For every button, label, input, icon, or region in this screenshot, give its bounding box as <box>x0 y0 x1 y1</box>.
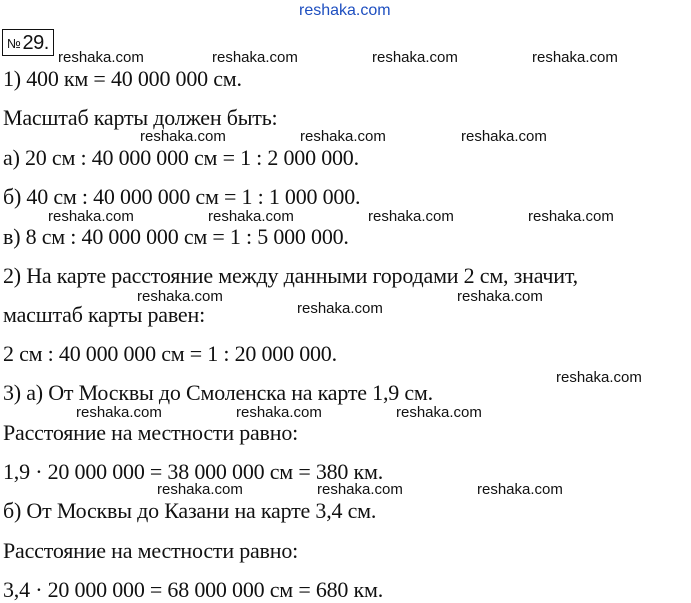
problem-number: 29. <box>22 32 49 54</box>
watermark: reshaka.com <box>317 481 403 498</box>
site-watermark-top[interactable]: reshaka.com <box>299 2 391 19</box>
watermark: reshaka.com <box>300 128 386 145</box>
watermark: reshaka.com <box>58 49 144 66</box>
solution-line-9: 3) а) От Москвы до Смоленска на карте 1,9 см. <box>3 380 433 405</box>
solution-line-2: Масштаб карты должен быть: <box>3 105 278 130</box>
watermark: reshaka.com <box>140 128 226 145</box>
watermark: reshaka.com <box>528 208 614 225</box>
watermark: reshaka.com <box>461 128 547 145</box>
number-sign: № <box>7 36 21 51</box>
solution-line-11: 1,9 · 20 000 000 = 38 000 000 см = 380 км. <box>3 459 384 484</box>
watermark: reshaka.com <box>457 288 543 305</box>
solution-line-1: 1) 400 км = 40 000 000 см. <box>3 66 242 91</box>
solution-line-7: масштаб карты равен: <box>3 302 205 327</box>
watermark: reshaka.com <box>532 49 618 66</box>
solution-line-3: а) 20 см : 40 000 000 см = 1 : 2 000 000. <box>3 145 359 170</box>
solution-line-13: Расстояние на местности равно: <box>3 538 299 563</box>
watermark: reshaka.com <box>396 404 482 421</box>
watermark: reshaka.com <box>236 404 322 421</box>
problem-number-box <box>2 29 54 56</box>
watermark: reshaka.com <box>368 208 454 225</box>
watermark: reshaka.com <box>556 369 642 386</box>
watermark: reshaka.com <box>372 49 458 66</box>
watermark: reshaka.com <box>157 481 243 498</box>
watermark: reshaka.com <box>137 288 223 305</box>
solution-line-14: 3,4 · 20 000 000 = 68 000 000 см = 680 км. <box>3 577 384 602</box>
watermark: reshaka.com <box>48 208 134 225</box>
solution-line-10: Расстояние на местности равно: <box>3 420 299 445</box>
solution-line-5: в) 8 см : 40 000 000 см = 1 : 5 000 000. <box>3 224 349 249</box>
watermark: reshaka.com <box>477 481 563 498</box>
watermark: reshaka.com <box>212 49 298 66</box>
watermark: reshaka.com <box>76 404 162 421</box>
watermark: reshaka.com <box>297 300 383 317</box>
solution-line-6: 2) На карте расстояние между данными городами 2 см, значит, <box>3 263 578 288</box>
solution-line-8: 2 см : 40 000 000 см = 1 : 20 000 000. <box>3 341 337 366</box>
watermark: reshaka.com <box>208 208 294 225</box>
solution-line-4: б) 40 см : 40 000 000 см = 1 : 1 000 000. <box>3 184 361 209</box>
solution-line-12: б) От Москвы до Казани на карте 3,4 см. <box>3 498 377 523</box>
